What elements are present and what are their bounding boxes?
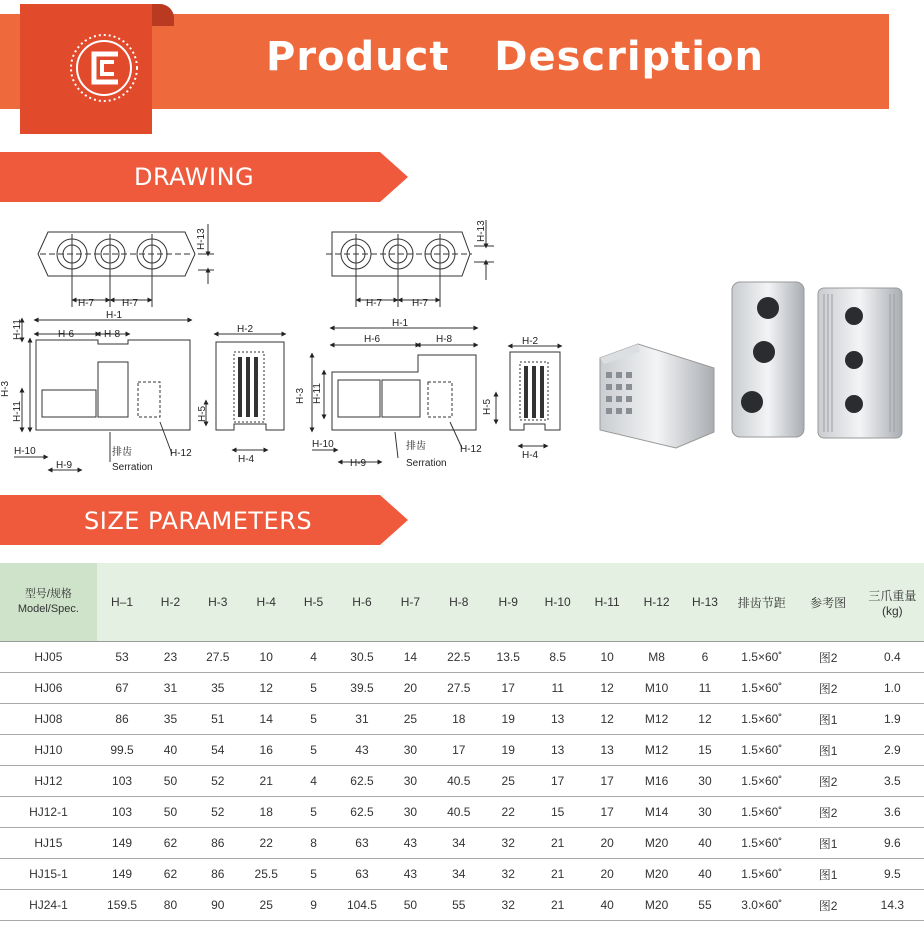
table-row bbox=[0, 735, 924, 766]
table-cell: M14 bbox=[631, 797, 682, 828]
table-cell: 9.6 bbox=[861, 828, 924, 859]
table-cell: 22.5 bbox=[434, 642, 485, 673]
table-cell: 22 bbox=[242, 828, 290, 859]
table-cell: 99.5 bbox=[97, 735, 148, 766]
table-cell: 103 bbox=[97, 766, 148, 797]
label-h12-fig1: H-12 bbox=[170, 448, 192, 459]
table-cell: 10 bbox=[242, 642, 290, 673]
label-h11a-fig1: H-11 bbox=[12, 319, 23, 340]
table-cell: 1.5×60˚ bbox=[728, 828, 795, 859]
table-cell: 40 bbox=[682, 859, 728, 890]
table-cell: 5 bbox=[290, 673, 336, 704]
model-spec-cell: HJ10 bbox=[0, 735, 97, 766]
table-cell: 21 bbox=[242, 766, 290, 797]
table-cell: 3.0×60˚ bbox=[728, 890, 795, 921]
table-cell: 40 bbox=[682, 828, 728, 859]
table-cell: 12 bbox=[682, 704, 728, 735]
logo-tab bbox=[20, 4, 152, 134]
label-h4-fig1: H-4 bbox=[238, 454, 255, 465]
column-header: H-4 bbox=[242, 563, 290, 642]
label-h7a-fig1: H-7 bbox=[78, 298, 95, 309]
column-header: 参考图 bbox=[795, 563, 860, 642]
table-cell: 1.9 bbox=[861, 704, 924, 735]
table-cell: 17 bbox=[583, 766, 631, 797]
size-parameters-section-label: SIZE PARAMETERS bbox=[84, 507, 313, 535]
table-cell: 9.5 bbox=[861, 859, 924, 890]
table-cell: 21 bbox=[532, 828, 583, 859]
size-parameters-table bbox=[0, 563, 924, 921]
table-cell: 12 bbox=[242, 673, 290, 704]
table-cell: 149 bbox=[97, 828, 148, 859]
label-h10-fig1: H-10 bbox=[14, 446, 36, 457]
label-h13-fig2: H-13 bbox=[476, 220, 487, 242]
table-cell: 17 bbox=[583, 797, 631, 828]
label-h2-fig2: H-2 bbox=[522, 336, 539, 347]
label-h8-fig2: H-8 bbox=[436, 334, 453, 345]
table-cell: M8 bbox=[631, 642, 682, 673]
drawing-section-label: DRAWING bbox=[134, 163, 255, 191]
table-cell: 25.5 bbox=[242, 859, 290, 890]
column-header: 三爪重量 (kg) bbox=[861, 563, 924, 642]
table-cell: 32 bbox=[484, 828, 532, 859]
table-cell: 6 bbox=[682, 642, 728, 673]
label-h9-fig1: H-9 bbox=[56, 460, 73, 471]
table-row bbox=[0, 704, 924, 735]
table-cell: 15 bbox=[682, 735, 728, 766]
table-cell: 1.0 bbox=[861, 673, 924, 704]
model-spec-cell: HJ06 bbox=[0, 673, 97, 704]
table-cell: 86 bbox=[97, 704, 148, 735]
column-header: H-12 bbox=[631, 563, 682, 642]
page-title: Product Description bbox=[266, 34, 764, 80]
table-cell: 1.5×60˚ bbox=[728, 704, 795, 735]
table-cell: 13.5 bbox=[484, 642, 532, 673]
label-h11b-fig1: H-11 bbox=[12, 401, 23, 422]
table-cell: 20 bbox=[583, 859, 631, 890]
table-cell: 8.5 bbox=[532, 642, 583, 673]
table-cell: 0.4 bbox=[861, 642, 924, 673]
table-cell: M20 bbox=[631, 890, 682, 921]
table-cell: 19 bbox=[484, 704, 532, 735]
table-cell: 62.5 bbox=[337, 766, 388, 797]
table-row bbox=[0, 859, 924, 890]
table-cell: 15 bbox=[532, 797, 583, 828]
label-h1-fig2: H-1 bbox=[392, 318, 409, 329]
table-cell: 30 bbox=[387, 766, 433, 797]
model-spec-cell: HJ12-1 bbox=[0, 797, 97, 828]
table-cell: 30 bbox=[682, 766, 728, 797]
table-cell: 90 bbox=[194, 890, 242, 921]
table-cell: 14.3 bbox=[861, 890, 924, 921]
table-cell: 1.5×60˚ bbox=[728, 673, 795, 704]
table-cell: 11 bbox=[682, 673, 728, 704]
table-cell: 1.5×60˚ bbox=[728, 735, 795, 766]
table-cell: 53 bbox=[97, 642, 148, 673]
label-serration-cn-fig2: 排齿 bbox=[406, 441, 426, 452]
table-cell: 63 bbox=[337, 859, 388, 890]
table-cell: 43 bbox=[387, 828, 433, 859]
table-cell: 103 bbox=[97, 797, 148, 828]
table-cell: 39.5 bbox=[337, 673, 388, 704]
label-h7b-fig1: H-7 bbox=[122, 298, 139, 309]
table-cell: 图1 bbox=[795, 704, 860, 735]
column-header: H-7 bbox=[387, 563, 433, 642]
table-cell: 17 bbox=[434, 735, 485, 766]
table-cell: 34 bbox=[434, 859, 485, 890]
label-h10-fig2: H-10 bbox=[312, 439, 334, 450]
table-cell: 52 bbox=[194, 797, 242, 828]
column-header: H-5 bbox=[290, 563, 336, 642]
table-cell: 54 bbox=[194, 735, 242, 766]
table-cell: 21 bbox=[532, 890, 583, 921]
table-cell: 图2 bbox=[795, 766, 860, 797]
table-cell: 图1 bbox=[795, 828, 860, 859]
label-h1-fig1: H-1 bbox=[106, 310, 123, 321]
table-cell: 图2 bbox=[795, 890, 860, 921]
table-cell: 13 bbox=[532, 735, 583, 766]
table-cell: 63 bbox=[337, 828, 388, 859]
table-header-row bbox=[0, 563, 924, 642]
table-cell: 86 bbox=[194, 859, 242, 890]
model-spec-cell: HJ12 bbox=[0, 766, 97, 797]
table-cell: 12 bbox=[583, 704, 631, 735]
table-cell: 14 bbox=[242, 704, 290, 735]
table-cell: 图2 bbox=[795, 797, 860, 828]
table-cell: 55 bbox=[682, 890, 728, 921]
jaw-photo-3 bbox=[818, 288, 902, 438]
table-cell: 18 bbox=[434, 704, 485, 735]
label-h5-fig1: H-5 bbox=[197, 405, 208, 422]
label-h9-fig2: H-9 bbox=[350, 458, 367, 469]
model-spec-cell: HJ15-1 bbox=[0, 859, 97, 890]
drawing-section-header bbox=[0, 152, 410, 202]
table-cell: 35 bbox=[147, 704, 193, 735]
table-cell: 40.5 bbox=[434, 766, 485, 797]
jaw-photo-2 bbox=[732, 282, 804, 437]
column-header: H-3 bbox=[194, 563, 242, 642]
table-cell: 32 bbox=[484, 859, 532, 890]
table-cell: 13 bbox=[532, 704, 583, 735]
table-cell: 4 bbox=[290, 766, 336, 797]
column-header: H-11 bbox=[583, 563, 631, 642]
table-cell: M20 bbox=[631, 859, 682, 890]
table-cell: M12 bbox=[631, 735, 682, 766]
table-cell: 62 bbox=[147, 859, 193, 890]
table-row bbox=[0, 766, 924, 797]
table-cell: 9 bbox=[290, 890, 336, 921]
table-cell: 50 bbox=[147, 797, 193, 828]
table-cell: 20 bbox=[387, 673, 433, 704]
table-cell: 图2 bbox=[795, 642, 860, 673]
table-cell: 3.6 bbox=[861, 797, 924, 828]
table-cell: 62 bbox=[147, 828, 193, 859]
table-row bbox=[0, 642, 924, 673]
table-cell: 34 bbox=[434, 828, 485, 859]
table-cell: 104.5 bbox=[337, 890, 388, 921]
table-cell: 14 bbox=[387, 642, 433, 673]
table-cell: 23 bbox=[147, 642, 193, 673]
table-cell: 17 bbox=[484, 673, 532, 704]
column-header: H–1 bbox=[97, 563, 148, 642]
table-cell: 5 bbox=[290, 735, 336, 766]
model-spec-cell: HJ08 bbox=[0, 704, 97, 735]
table-row bbox=[0, 673, 924, 704]
table-cell: M10 bbox=[631, 673, 682, 704]
table-cell: 1.5×60˚ bbox=[728, 642, 795, 673]
label-h5-fig2: H-5 bbox=[482, 398, 493, 415]
chuck-jaw-photos bbox=[592, 280, 914, 450]
table-cell: 1.5×60˚ bbox=[728, 859, 795, 890]
label-h12-fig2: H-12 bbox=[460, 444, 482, 455]
table-row bbox=[0, 797, 924, 828]
table-cell: 30 bbox=[387, 735, 433, 766]
table-cell: 35 bbox=[194, 673, 242, 704]
table-cell: 51 bbox=[194, 704, 242, 735]
size-parameters-section-header bbox=[0, 495, 410, 545]
table-cell: 30 bbox=[387, 797, 433, 828]
table-cell: 10 bbox=[583, 642, 631, 673]
label-serration-en-fig1: Serration bbox=[112, 462, 153, 473]
label-h13-fig1: H-13 bbox=[196, 228, 207, 250]
logo-fold bbox=[152, 4, 174, 26]
table-cell: 86 bbox=[194, 828, 242, 859]
table-cell: 32 bbox=[484, 890, 532, 921]
table-cell: 31 bbox=[337, 704, 388, 735]
label-serration-en-fig2: Serration bbox=[406, 458, 447, 469]
column-header: H-6 bbox=[337, 563, 388, 642]
label-h11-fig2: H-11 bbox=[312, 383, 323, 404]
table-cell: 31 bbox=[147, 673, 193, 704]
table-row bbox=[0, 828, 924, 859]
table-cell: 3.5 bbox=[861, 766, 924, 797]
table-cell: 21 bbox=[532, 859, 583, 890]
table-cell: M12 bbox=[631, 704, 682, 735]
table-cell: 30.5 bbox=[337, 642, 388, 673]
table-cell: 25 bbox=[484, 766, 532, 797]
table-cell: 27.5 bbox=[434, 673, 485, 704]
table-cell: 27.5 bbox=[194, 642, 242, 673]
table-cell: 40 bbox=[147, 735, 193, 766]
table-cell: 55 bbox=[434, 890, 485, 921]
company-logo-icon bbox=[68, 32, 140, 104]
table-cell: 1.5×60˚ bbox=[728, 766, 795, 797]
table-cell: 17 bbox=[532, 766, 583, 797]
table-cell: 40.5 bbox=[434, 797, 485, 828]
table-cell: 12 bbox=[583, 673, 631, 704]
table-cell: 43 bbox=[387, 859, 433, 890]
label-h6-fig1: H-6 bbox=[58, 329, 75, 340]
label-h4-fig2: H-4 bbox=[522, 450, 539, 461]
table-cell: 50 bbox=[387, 890, 433, 921]
model-spec-cell: HJ24-1 bbox=[0, 890, 97, 921]
table-cell: 2.9 bbox=[861, 735, 924, 766]
label-h8-fig1: H-8 bbox=[104, 329, 121, 340]
table-cell: 16 bbox=[242, 735, 290, 766]
table-cell: 13 bbox=[583, 735, 631, 766]
column-header: H-10 bbox=[532, 563, 583, 642]
label-h6-fig2: H-6 bbox=[364, 334, 381, 345]
table-cell: M16 bbox=[631, 766, 682, 797]
label-h7b-fig2: H-7 bbox=[412, 298, 429, 309]
table-cell: 1.5×60˚ bbox=[728, 797, 795, 828]
label-h7a-fig2: H-7 bbox=[366, 298, 383, 309]
table-cell: 40 bbox=[583, 890, 631, 921]
table-cell: 159.5 bbox=[97, 890, 148, 921]
table-cell: 62.5 bbox=[337, 797, 388, 828]
table-cell: 20 bbox=[583, 828, 631, 859]
table-cell: 149 bbox=[97, 859, 148, 890]
column-header: 排齿节距 bbox=[728, 563, 795, 642]
column-header: H-8 bbox=[434, 563, 485, 642]
table-cell: 图1 bbox=[795, 735, 860, 766]
label-h3-fig1: H-3 bbox=[0, 380, 11, 397]
label-h3-fig2: H-3 bbox=[295, 387, 306, 404]
table-cell: 19 bbox=[484, 735, 532, 766]
table-row bbox=[0, 890, 924, 921]
label-serration-cn-fig1: 排齿 bbox=[112, 447, 132, 458]
table-cell: M20 bbox=[631, 828, 682, 859]
table-cell: 30 bbox=[682, 797, 728, 828]
table-cell: 80 bbox=[147, 890, 193, 921]
column-header: 型号/规格 Model/Spec. bbox=[0, 563, 97, 642]
table-cell: 43 bbox=[337, 735, 388, 766]
jaw-photo-1 bbox=[600, 344, 714, 448]
table-cell: 4 bbox=[290, 642, 336, 673]
column-header: H-2 bbox=[147, 563, 193, 642]
model-spec-cell: HJ15 bbox=[0, 828, 97, 859]
label-h2-fig1: H-2 bbox=[237, 324, 254, 335]
table-cell: 52 bbox=[194, 766, 242, 797]
table-cell: 50 bbox=[147, 766, 193, 797]
table-cell: 67 bbox=[97, 673, 148, 704]
column-header: H-13 bbox=[682, 563, 728, 642]
table-cell: 5 bbox=[290, 859, 336, 890]
column-header: H-9 bbox=[484, 563, 532, 642]
table-cell: 25 bbox=[387, 704, 433, 735]
table-cell: 图1 bbox=[795, 859, 860, 890]
table-cell: 25 bbox=[242, 890, 290, 921]
table-cell: 5 bbox=[290, 797, 336, 828]
table-cell: 22 bbox=[484, 797, 532, 828]
table-cell: 5 bbox=[290, 704, 336, 735]
table-cell: 11 bbox=[532, 673, 583, 704]
table-cell: 图2 bbox=[795, 673, 860, 704]
table-cell: 18 bbox=[242, 797, 290, 828]
model-spec-cell: HJ05 bbox=[0, 642, 97, 673]
table-cell: 8 bbox=[290, 828, 336, 859]
